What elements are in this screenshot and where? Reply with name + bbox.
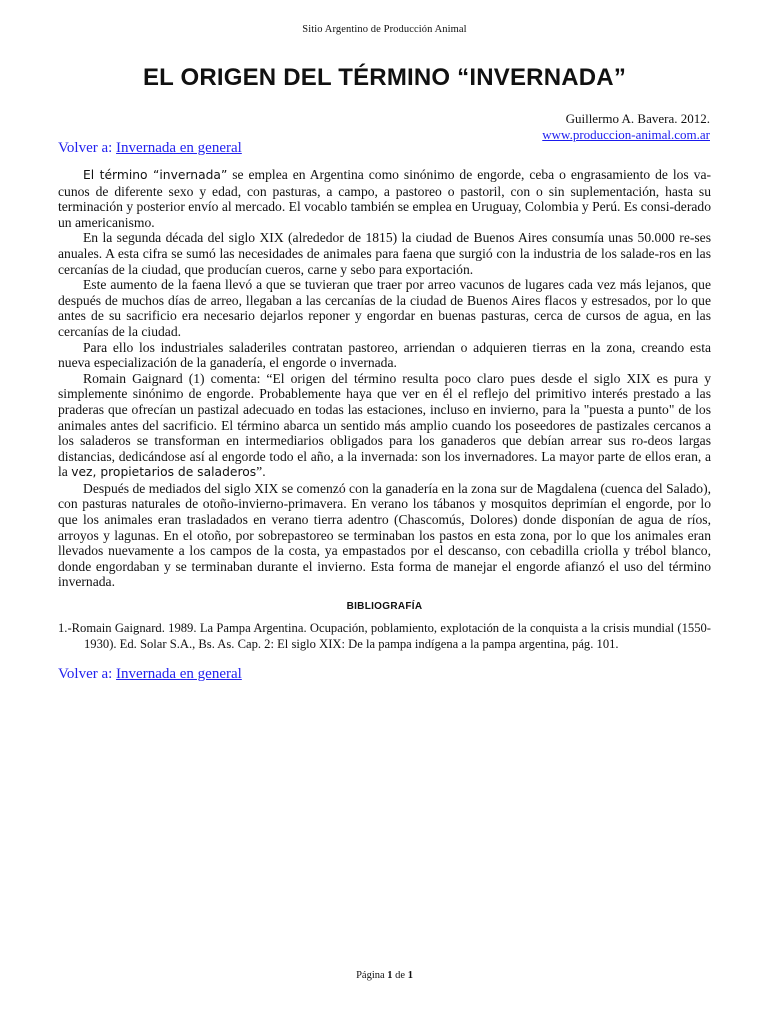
article-body xyxy=(58,167,711,590)
page-title: EL ORIGEN DEL TÉRMINO “INVERNADA” xyxy=(142,64,627,91)
back-link-top xyxy=(58,140,242,157)
invernada-general-link-top[interactable]: Invernada en general xyxy=(116,140,242,156)
page-number: 1 xyxy=(387,970,393,981)
of-label: de xyxy=(395,970,406,981)
paragraph-1-lead: El término “invernada” xyxy=(83,168,228,182)
author-block xyxy=(542,111,710,142)
page-label: Página xyxy=(356,970,385,981)
invernada-general-link-bottom[interactable]: Invernada en general xyxy=(116,666,242,682)
document-page xyxy=(58,0,711,1024)
bibliography-entry: 1.-Romain Gaignard. 1989. La Pampa Argentina. Ocupación, poblamiento, explotación de la conquista a la crisis mundial (1550-1930). Ed. Solar S.A., Bs. As. Cap. 2: El siglo XIX: De la pampa indígena a la pampa argentina, pág. 101. xyxy=(58,621,711,651)
back-link-bottom xyxy=(58,666,242,683)
paragraph-2: En la segunda década del siglo XIX (alrededor de 1815) la ciudad de Buenos Aires consumía unas 50.000 re-ses anuales. A esta cifra se sumó las necesidades de animales para faena que surgió con la industria de los salade-ros en las cercanías de la ciudad, que producían cueros, carne y sebo para exportación. xyxy=(58,230,711,277)
page-footer xyxy=(58,970,711,981)
paragraph-1 xyxy=(58,167,711,230)
paragraph-5-close: ”. xyxy=(256,464,266,480)
paragraph-1-rest: se emplea en Argentina como sinónimo de engorde, ceba o engrasamiento de los va-cunos de diferente sexo y edad, con pasturas, a campo, a pastoreo o pastoril, con o sin suplementación, hasta su terminación y posterior envío al mercado. El vocablo también se emplea en Uruguay, Colombia y Perú. Es consi-derado un americanismo. xyxy=(58,167,712,230)
site-header: Sitio Argentino de Producción Animal xyxy=(302,24,467,35)
website-link[interactable]: www.produccion-animal.com.ar xyxy=(542,126,710,142)
back-link-prefix: Volver a: xyxy=(58,666,113,682)
bibliography-list xyxy=(58,621,711,652)
paragraph-5-main: Romain Gaignard (1) comenta: “El origen del término resulta poco claro pues desde el siglo XIX es pura y simplemente sinónimo de engorde. Probablemente haya que ver en él el reflejo del primitivo interés prestado a las praderas que ofrecían un pastizal adecuado en todas las estaciones, incluso en invierno, para la "puesta a punto" de los animales antes del sacrificio. El término abarca un sentido más amplio cuando los poseedores de pastizales cercanos a los saladeros se transforman en intermediarios obligados para los ganaderos que debían arrear sus ro-deos largas distancias, dedicándose así al engorde todo el año, a la invernada: son los invernadores. La mayor parte de ellos eran, a la xyxy=(58,370,711,480)
back-link-prefix: Volver a: xyxy=(58,140,113,156)
bibliography-heading: BIBLIOGRAFÍA xyxy=(346,601,423,612)
paragraph-5-tail: vez, propietarios de saladeros xyxy=(71,465,257,480)
author-line: Guillermo A. Bavera. 2012. xyxy=(565,111,710,126)
total-pages: 1 xyxy=(407,970,413,981)
paragraph-6: Después de mediados del siglo XIX se comenzó con la ganadería en la zona sur de Magdalena (cuenca del Salado), con pasturas naturales de otoño-invierno-primavera. En verano los tábanos y mosquitos deprimían el engorde, por lo que los animales eran trasladados en verano tierra adentro (Chascomús, Dolores) donde disponían de agua de ríos, arroyos y lagunas. En el otoño, por sobrepastoreo se terminaban los pastos en esta zona, por lo que los animales eran llevados nuevamente a los campos de la costa, ya empastados por el descanso, con cebadilla criolla y trébol blanco, donde engordaban y se terminaban durante el invierno. Esta forma de manejar el engorde afianzó el uso del término invernada. xyxy=(58,480,711,590)
paragraph-3: Este aumento de la faena llevó a que se tuvieran que traer por arreo vacunos de lugares cada vez más lejanos, que después de muchos días de arreo, llegaban a las cercanías de la ciudad de Buenos Aires flacos y estresados, por lo que antes de su sacrificio era necesario dejarlos reponer y engordar en buenas pasturas, cerca de cursos de agua, en las cercanías de la ciudad. xyxy=(58,277,711,339)
paragraph-5 xyxy=(58,371,711,481)
paragraph-4: Para ello los industriales saladeriles contratan pastoreo, arriendan o adquieren tierras en la zona, creando esta nueva especialización de la ganadería, el engorde o invernada. xyxy=(58,339,711,371)
